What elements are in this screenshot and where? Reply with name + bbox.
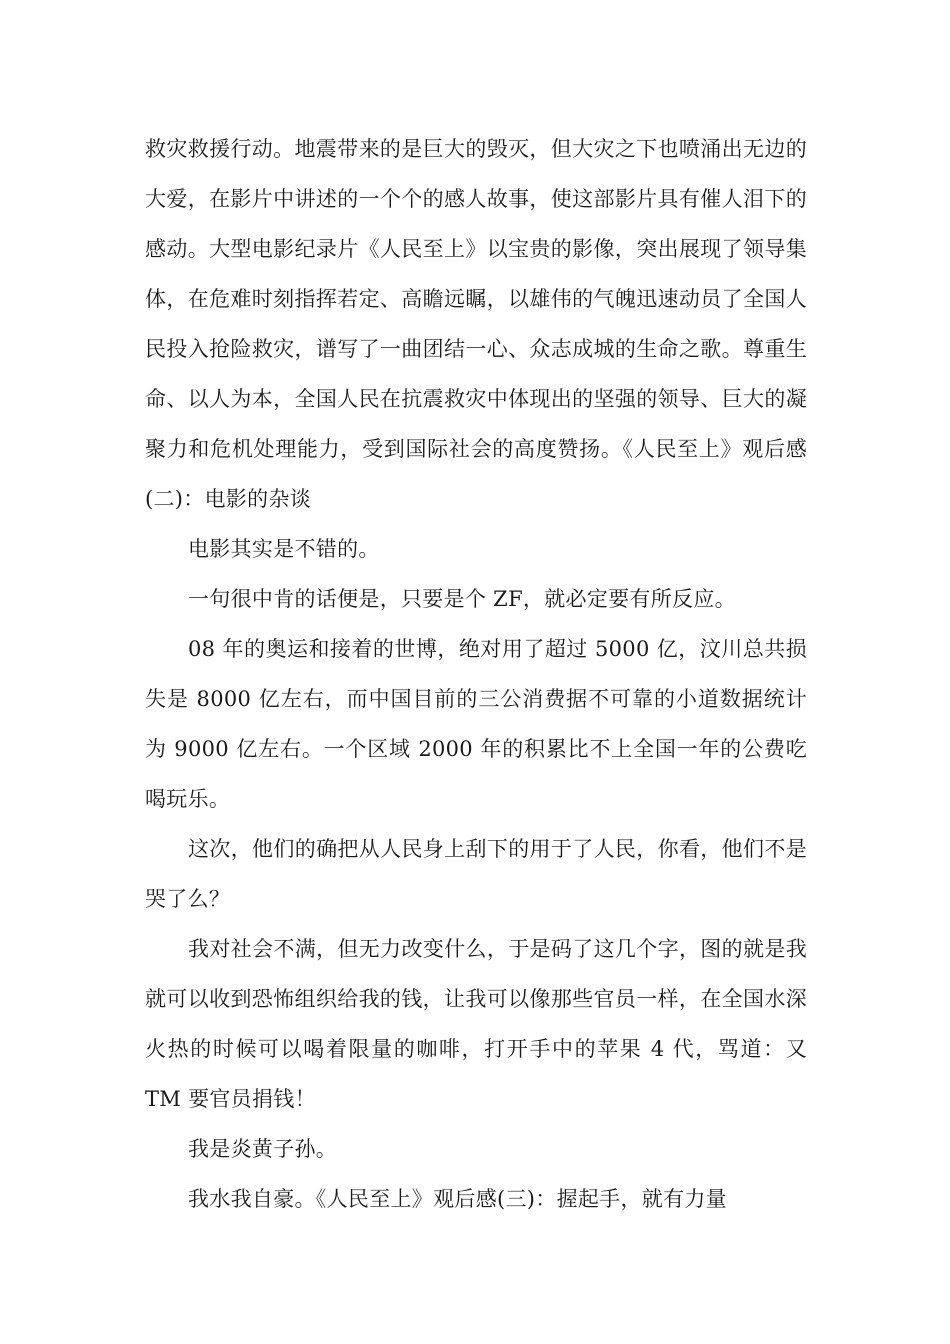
paragraph-6: 我对社会不满，但无力改变什么，于是码了这几个字，图的就是我就可以收到恐怖组织给我的钱，让我可以像那些官员一样，在全国水深火热的时候可以喝着限量的咖啡，打开手中的苹果 4 代，骂道：又 TM 要官员捐钱！: [145, 937, 807, 1111]
paragraph-4: 08 年的奥运和接着的世博，绝对用了超过 5000 亿，汶川总共损失是 8000 亿左右，而中国目前的三公消费据不可靠的小道数据统计为 9000 亿左右。一个区域 2000 年的积累比不上全国一年的公费吃喝玩乐。: [145, 637, 807, 811]
document-body: [145, 124, 807, 1224]
paragraph-8: 我水我自豪。《人民至上》观后感(三)：握起手，就有力量: [188, 1187, 727, 1211]
paragraph-3: 一句很中肯的话便是，只要是个 ZF，就必定要有所反应。: [188, 587, 736, 611]
paragraph-5: 这次，他们的确把从人民身上刮下的用于了人民，你看，他们不是哭了么？: [145, 837, 807, 911]
paragraph-1: 救灾救援行动。地震带来的是巨大的毁灭，但大灾之下也喷涌出无边的大爱，在影片中讲述的一个个的感人故事，使这部影片具有催人泪下的感动。大型电影纪录片《人民至上》以宝贵的影像，突出展现了领导集体，在危难时刻指挥若定、高瞻远瞩，以雄伟的气魄迅速动员了全国人民投入抢险救灾，谱写了一曲团结一心、众志成城的生命之歌。尊重生命、以人为本，全国人民在抗震救灾中体现出的坚强的领导、巨大的凝聚力和危机处理能力，受到国际社会的高度赞扬。《人民至上》观后感(二)：电影的杂谈: [145, 137, 807, 511]
paragraph-7: 我是炎黄子孙。: [188, 1137, 338, 1161]
paragraph-2: 电影其实是不错的。: [188, 537, 380, 561]
